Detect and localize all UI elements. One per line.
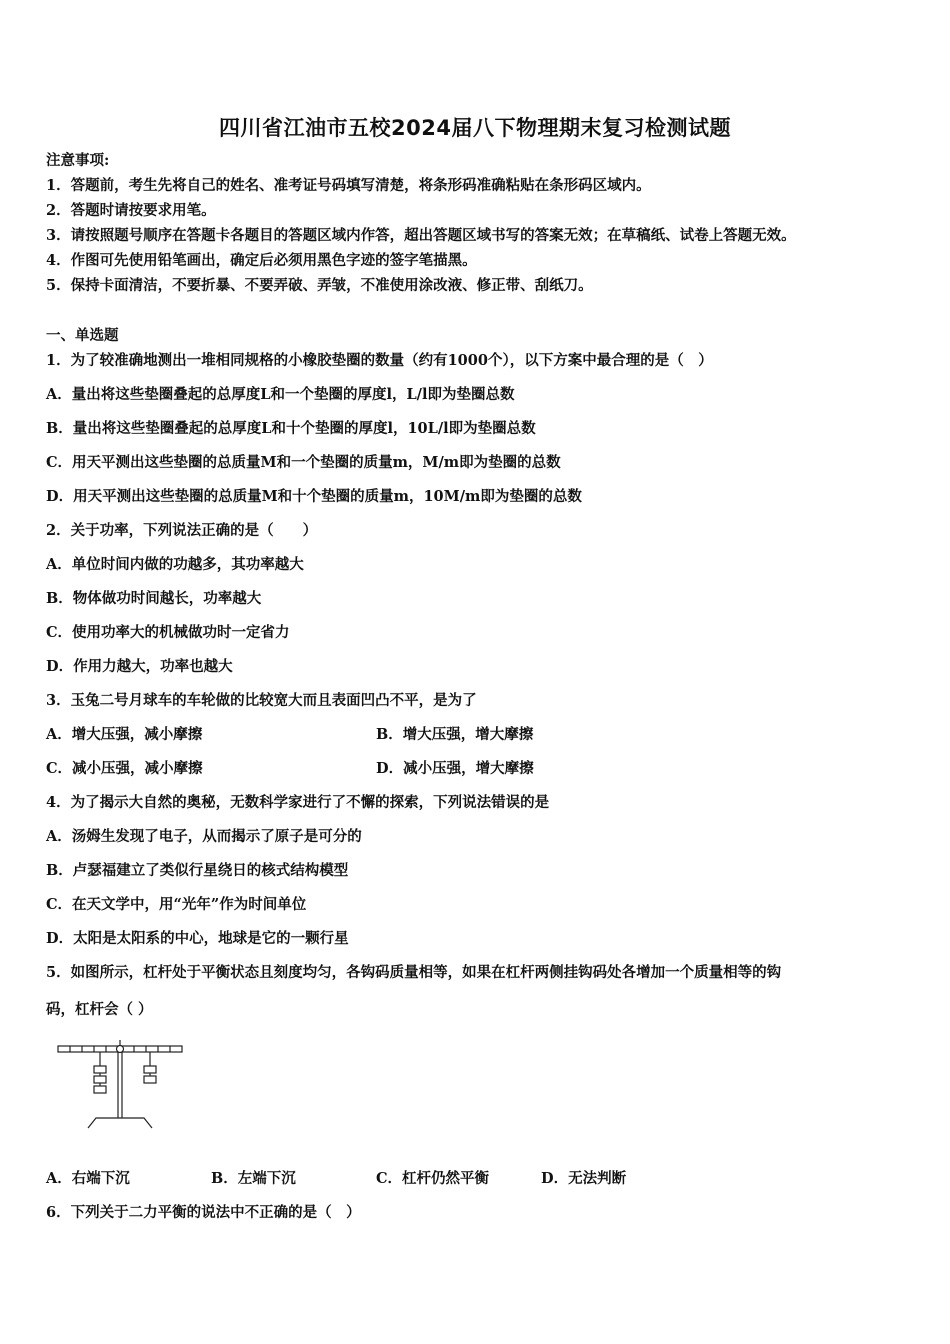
- question-2-option-b: B．物体做功时间越长，功率越大: [46, 590, 262, 607]
- question-4-option-c: C．在天文学中，用“光年”作为时间单位: [46, 896, 307, 913]
- weight: [144, 1066, 156, 1073]
- question-5-option-b: B．左端下沉: [211, 1170, 296, 1187]
- weight: [144, 1076, 156, 1083]
- section-heading: 一、单选题: [46, 327, 119, 344]
- stand-base: [88, 1118, 152, 1128]
- question-5-option-c: C．杠杆仍然平衡: [376, 1170, 490, 1187]
- notice-item: 5．保持卡面清洁，不要折暴、不要弄破、弄皱，不准使用涂改液、修正带、刮纸刀。: [46, 277, 593, 294]
- pivot: [117, 1046, 124, 1053]
- question-2-option-a: A．单位时间内做的功越多，其功率越大: [46, 556, 304, 573]
- notice-item: 4．作图可先使用铅笔画出，确定后必须用黑色字迹的签字笔描黑。: [46, 252, 477, 269]
- question-3-option-c: C．减小压强，减小摩擦: [46, 760, 203, 777]
- question-4-stem: 4．为了揭示大自然的奥秘，无数科学家进行了不懈的探索，下列说法错误的是: [46, 794, 550, 811]
- question-1-option-d: D．用天平测出这些垫圈的总质量M和十个垫圈的质量m，10M/m即为垫圈的总数: [46, 488, 582, 505]
- question-1-option-b: B．量出将这些垫圈叠起的总厚度L和十个垫圈的厚度l，10L/l即为垫圈总数: [46, 420, 536, 437]
- weight: [94, 1076, 106, 1083]
- notice-heading: 注意事项:: [46, 152, 110, 169]
- question-5-stem-continued: 码，杠杆会（ ）: [46, 1001, 153, 1018]
- page-title: 四川省江油市五校2024届八下物理期末复习检测试题: [219, 116, 731, 140]
- question-2-option-d: D．作用力越大，功率也越大: [46, 658, 233, 675]
- question-2-option-c: C．使用功率大的机械做功时一定省力: [46, 624, 290, 641]
- weight: [94, 1066, 106, 1073]
- question-4-option-d: D．太阳是太阳系的中心，地球是它的一颗行星: [46, 930, 349, 947]
- weight: [94, 1086, 106, 1093]
- question-5-stem: 5．如图所示，杠杆处于平衡状态且刻度均匀，各钩码质量相等，如果在杠杆两侧挂钩码处各增加一个质量相等的钩: [46, 964, 782, 981]
- question-3-option-a: A．增大压强，减小摩擦: [46, 726, 203, 743]
- notice-item: 2．答题时请按要求用笔。: [46, 202, 216, 219]
- question-1-stem: 1．为了较准确地测出一堆相同规格的小橡胶垫圈的数量（约有1000个），以下方案中最合理的是（ ）: [46, 352, 713, 369]
- question-1-option-c: C．用天平测出这些垫圈的总质量M和一个垫圈的质量m，M/m即为垫圈的总数: [46, 454, 561, 471]
- question-4-option-a: A．汤姆生发现了电子，从而揭示了原子是可分的: [46, 828, 362, 845]
- question-1-option-a: A．量出将这些垫圈叠起的总厚度L和一个垫圈的厚度l，L/l即为垫圈总数: [46, 386, 515, 403]
- question-3-option-d: D．减小压强，增大摩擦: [376, 760, 534, 777]
- question-4-option-b: B．卢瑟福建立了类似行星绕日的核式结构模型: [46, 862, 349, 879]
- question-3-option-b: B．增大压强，增大摩擦: [376, 726, 534, 743]
- lever-diagram: [52, 1034, 188, 1134]
- question-6-stem: 6．下列关于二力平衡的说法中不正确的是（ ）: [46, 1204, 361, 1221]
- notice-item: 1．答题前，考生先将自己的姓名、准考证号码填写清楚，将条形码准确粘贴在条形码区域内。: [46, 177, 651, 194]
- question-5-option-a: A．右端下沉: [46, 1170, 130, 1187]
- notice-item: 3．请按照题号顺序在答题卡各题目的答题区域内作答，超出答题区域书写的答案无效；在草稿纸、试卷上答题无效。: [46, 227, 796, 244]
- question-3-stem: 3．玉兔二号月球车的车轮做的比较宽大而且表面凹凸不平，是为了: [46, 692, 477, 709]
- question-5-option-d: D．无法判断: [541, 1170, 627, 1187]
- question-2-stem: 2．关于功率，下列说法正确的是（ ）: [46, 522, 318, 539]
